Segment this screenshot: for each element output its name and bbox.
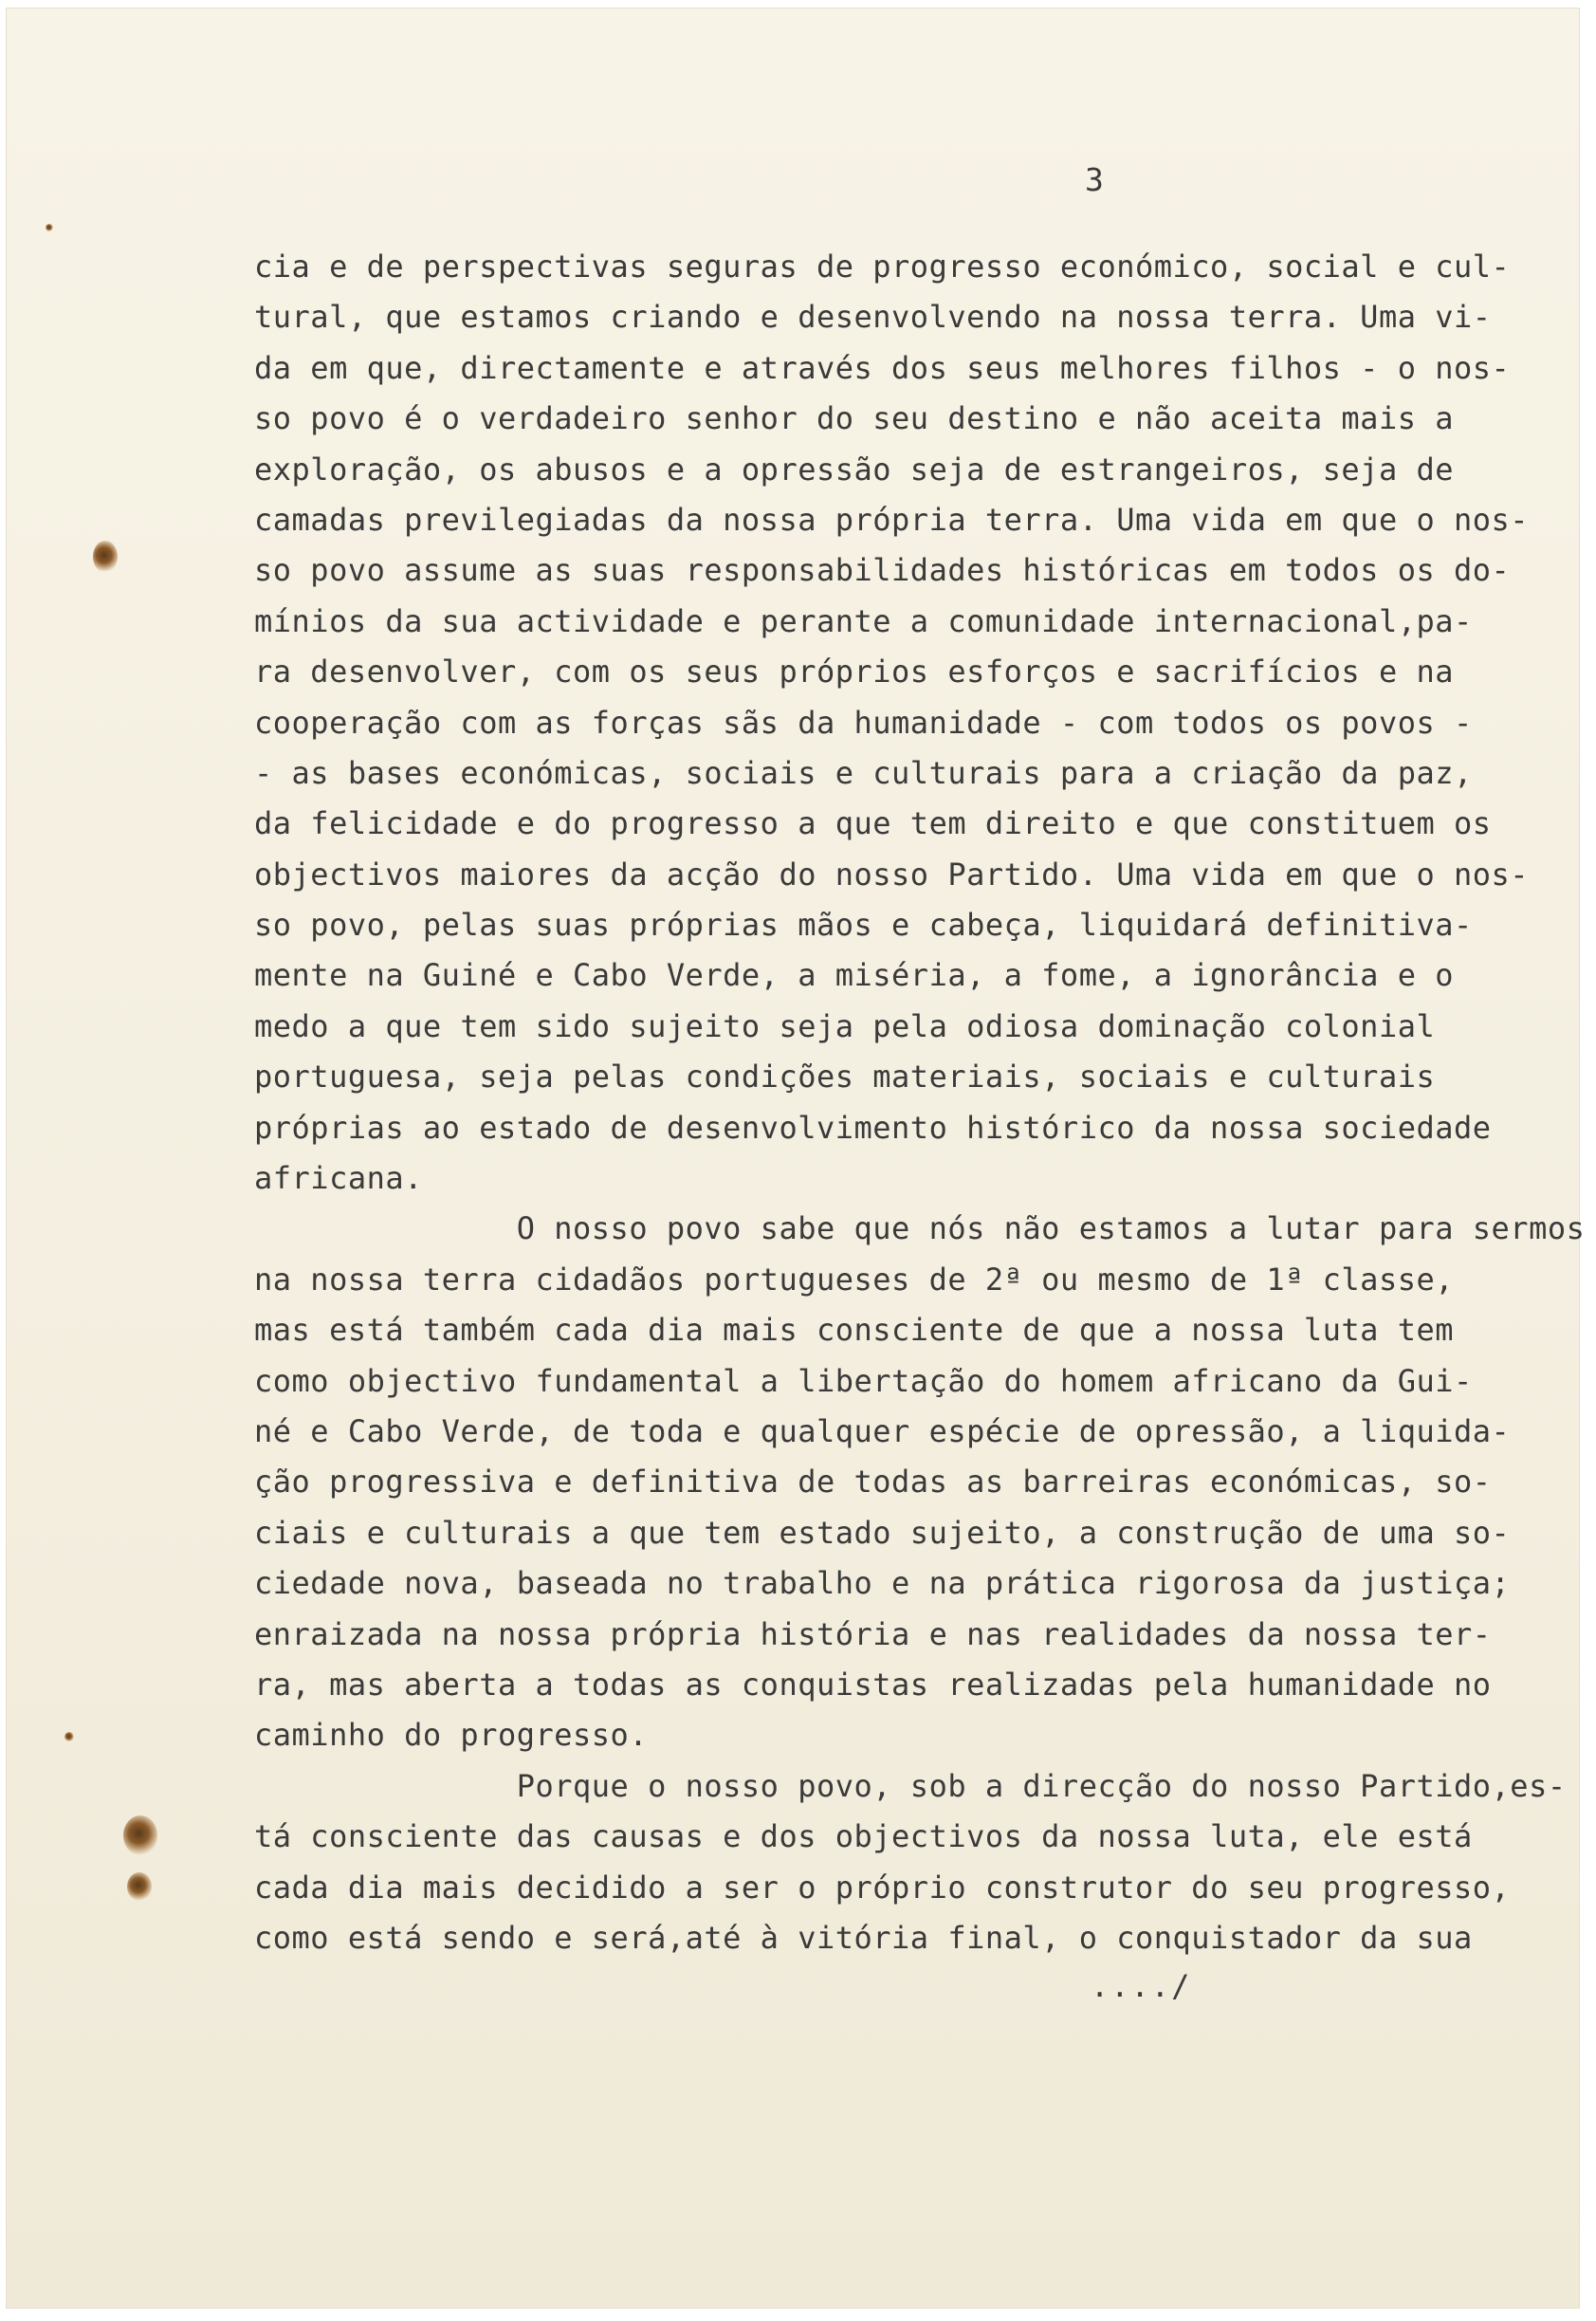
text-line: objectivos maiores da acção do nosso Partido. Uma vida em que o nos-: [254, 856, 1530, 893]
text-line: ra, mas aberta a todas as conquistas realizadas pela humanidade no: [254, 1666, 1492, 1703]
text-line: cia e de perspectivas seguras de progresso económico, social e cul-: [254, 249, 1511, 285]
text-line: ciedade nova, baseada no trabalho e na prática rigorosa da justiça;: [254, 1565, 1511, 1602]
foxing-stain: [93, 541, 118, 573]
page-number: 3: [1085, 161, 1104, 198]
text-line: caminho do progresso.: [254, 1717, 649, 1754]
text-line: ra desenvolver, com os seus próprios esforços e sacrifícios e na: [254, 654, 1454, 691]
text-line: como objectivo fundamental a libertação do homem africano da Gui-: [254, 1362, 1473, 1399]
text-line: mente na Guiné e Cabo Verde, a miséria, a fome, a ignorância e o: [254, 957, 1454, 994]
text-line: africana.: [254, 1160, 423, 1197]
text-line: tural, que estamos criando e desenvolvendo na nossa terra. Uma vi-: [254, 299, 1492, 336]
text-line: da em que, directamente e através dos seus melhores filhos - o nos-: [254, 349, 1511, 386]
continuation-mark: ..../: [1091, 1968, 1192, 2004]
text-line: camadas previlegiadas da nossa própria terra. Uma vida em que o nos-: [254, 501, 1530, 538]
text-line: ciais e culturais a que tem estado sujeito, a construção de uma so-: [254, 1514, 1511, 1551]
text-line: so povo assume as suas responsabilidades históricas em todos os do-: [254, 552, 1511, 589]
text-line: mas está também cada dia mais consciente de que a nossa luta tem: [254, 1312, 1454, 1349]
text-line: próprias ao estado de desenvolvimento histórico da nossa sociedade: [254, 1109, 1492, 1146]
typed-body-text: [254, 242, 1586, 1963]
foxing-stain: [127, 1872, 152, 1901]
text-line: portuguesa, seja pelas condições materiais, sociais e culturais: [254, 1059, 1436, 1096]
text-line: da felicidade e do progresso a que tem direito e que constituem os: [254, 805, 1492, 842]
text-line: medo a que tem sido sujeito seja pela odiosa dominação colonial: [254, 1007, 1436, 1044]
foxing-stain: [123, 1815, 157, 1855]
text-line: como está sendo e será,até à vitória final, o conquistador da sua: [254, 1919, 1473, 1956]
text-line: enraizada na nossa própria história e nas realidades da nossa ter-: [254, 1615, 1492, 1652]
text-line: mínios da sua actividade e perante a comunidade internacional,pa-: [254, 602, 1473, 639]
foxing-stain: [64, 1732, 74, 1741]
text-line: exploração, os abusos e a opressão seja de estrangeiros, seja de: [254, 451, 1454, 488]
text-line: ção progressiva e definitiva de todas as barreiras económicas, so-: [254, 1464, 1492, 1501]
paragraph-start-line: O nosso povo sabe que nós não estamos a lutar para sermos: [254, 1210, 1586, 1247]
text-line: cooperação com as forças sãs da humanidade - com todos os povos -: [254, 704, 1473, 741]
paragraph-start-line: Porque o nosso povo, sob a direcção do nosso Partido,es-: [254, 1767, 1567, 1804]
text-line: né e Cabo Verde, de toda e qualquer espécie de opressão, a liquida-: [254, 1412, 1511, 1449]
text-line: na nossa terra cidadãos portugueses de 2ª ou mesmo de 1ª classe,: [254, 1261, 1454, 1298]
text-line: so povo é o verdadeiro senhor do seu destino e não aceita mais a: [254, 400, 1454, 437]
text-line: so povo, pelas suas próprias mãos e cabeça, liquidará definitiva-: [254, 907, 1473, 944]
text-line: tá consciente das causas e dos objectivos da nossa luta, ele está: [254, 1818, 1473, 1855]
foxing-stain: [46, 224, 53, 231]
text-line: cada dia mais decidido a ser o próprio construtor do seu progresso,: [254, 1869, 1511, 1906]
text-line: - as bases económicas, sociais e culturais para a criação da paz,: [254, 754, 1473, 791]
